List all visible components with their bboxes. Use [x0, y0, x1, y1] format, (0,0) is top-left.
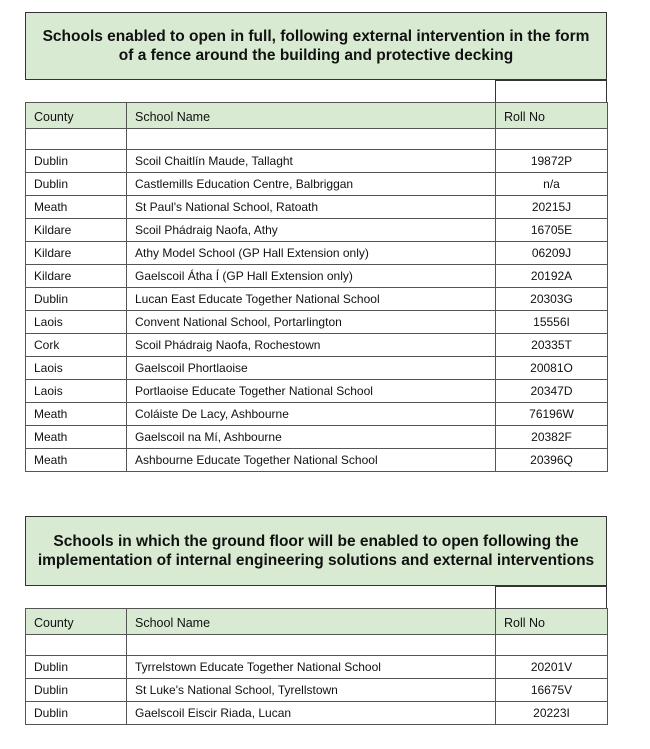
roll-no-cell: 20223I: [496, 702, 608, 725]
county-cell: Dublin: [26, 702, 127, 725]
table-row: [26, 150, 608, 173]
roll-no-cell: 06209J: [496, 242, 608, 265]
school-name-cell: Gaelscoil Phortlaoise: [127, 357, 496, 380]
table1-blank-row: [26, 129, 608, 150]
roll-no-cell: 20192A: [496, 265, 608, 288]
table1-header-row: [26, 103, 608, 129]
school-name-cell: Gaelscoil Átha Í (GP Hall Extension only): [127, 265, 496, 288]
table2-title: Schools in which the ground floor will be enabled to open following the implementation of internal engineering solutions and external interventions: [25, 516, 607, 586]
county-cell: Laois: [26, 380, 127, 403]
school-name-cell: Coláiste De Lacy, Ashbourne: [127, 403, 496, 426]
county-cell: Kildare: [26, 242, 127, 265]
roll-no-cell: 20081O: [496, 357, 608, 380]
roll-no-cell: 20215J: [496, 196, 608, 219]
school-name-cell: Ashbourne Educate Together National School: [127, 449, 496, 472]
school-name-cell: Scoil Chaitlín Maude, Tallaght: [127, 150, 496, 173]
school-name-cell: Athy Model School (GP Hall Extension only): [127, 242, 496, 265]
table1-title: Schools enabled to open in full, following external intervention in the form of a fence around the building and protective decking: [25, 12, 607, 80]
school-name-cell: Convent National School, Portarlington: [127, 311, 496, 334]
roll-no-cell: 20396Q: [496, 449, 608, 472]
county-cell: Dublin: [26, 150, 127, 173]
table2-body: [26, 609, 608, 725]
county-cell: Meath: [26, 426, 127, 449]
table-row: [26, 702, 608, 725]
school-name-cell: St Paul's National School, Ratoath: [127, 196, 496, 219]
table-row: [26, 265, 608, 288]
roll-no-cell: 15556I: [496, 311, 608, 334]
table1-body: [26, 103, 608, 472]
roll-no-cell: 20335T: [496, 334, 608, 357]
roll-no-cell: n/a: [496, 173, 608, 196]
table-row: [26, 403, 608, 426]
table1-spacer: [25, 80, 607, 102]
header-roll-no: Roll No: [496, 609, 608, 635]
county-cell: Meath: [26, 403, 127, 426]
table2-header-row: [26, 609, 608, 635]
county-cell: Dublin: [26, 656, 127, 679]
table1-section: [25, 12, 607, 472]
county-cell: Meath: [26, 449, 127, 472]
table-row: [26, 196, 608, 219]
roll-no-cell: 19872P: [496, 150, 608, 173]
table-row: [26, 656, 608, 679]
table-row: [26, 679, 608, 702]
table-row: [26, 380, 608, 403]
school-name-cell: Portlaoise Educate Together National School: [127, 380, 496, 403]
header-school-name: School Name: [127, 103, 496, 129]
table-row: [26, 449, 608, 472]
county-cell: Laois: [26, 357, 127, 380]
table1: [25, 102, 608, 472]
county-cell: Dublin: [26, 288, 127, 311]
school-name-cell: Tyrrelstown Educate Together National School: [127, 656, 496, 679]
county-cell: Laois: [26, 311, 127, 334]
header-roll-no: Roll No: [496, 103, 608, 129]
table2-section: [25, 516, 607, 725]
county-cell: Meath: [26, 196, 127, 219]
school-name-cell: Castlemills Education Centre, Balbriggan: [127, 173, 496, 196]
roll-no-cell: 20201V: [496, 656, 608, 679]
header-county: County: [26, 609, 127, 635]
school-name-cell: Gaelscoil Eiscir Riada, Lucan: [127, 702, 496, 725]
table-row: [26, 357, 608, 380]
school-name-cell: Scoil Phádraig Naofa, Athy: [127, 219, 496, 242]
school-name-cell: Scoil Phádraig Naofa, Rochestown: [127, 334, 496, 357]
county-cell: Cork: [26, 334, 127, 357]
school-name-cell: St Luke's National School, Tyrellstown: [127, 679, 496, 702]
table2-spacer: [25, 586, 607, 608]
table-row: [26, 288, 608, 311]
roll-no-cell: 76196W: [496, 403, 608, 426]
school-name-cell: Lucan East Educate Together National School: [127, 288, 496, 311]
header-school-name: School Name: [127, 609, 496, 635]
roll-no-cell: 20382F: [496, 426, 608, 449]
roll-no-cell: 20347D: [496, 380, 608, 403]
roll-no-cell: 20303G: [496, 288, 608, 311]
table-row: [26, 426, 608, 449]
roll-no-cell: 16705E: [496, 219, 608, 242]
county-cell: Dublin: [26, 173, 127, 196]
table-row: [26, 173, 608, 196]
county-cell: Dublin: [26, 679, 127, 702]
table-row: [26, 311, 608, 334]
table-row: [26, 334, 608, 357]
table2: [25, 608, 608, 725]
table-row: [26, 242, 608, 265]
table-row: [26, 219, 608, 242]
school-name-cell: Gaelscoil na Mí, Ashbourne: [127, 426, 496, 449]
roll-no-cell: 16675V: [496, 679, 608, 702]
county-cell: Kildare: [26, 265, 127, 288]
county-cell: Kildare: [26, 219, 127, 242]
header-county: County: [26, 103, 127, 129]
table2-blank-row: [26, 635, 608, 656]
